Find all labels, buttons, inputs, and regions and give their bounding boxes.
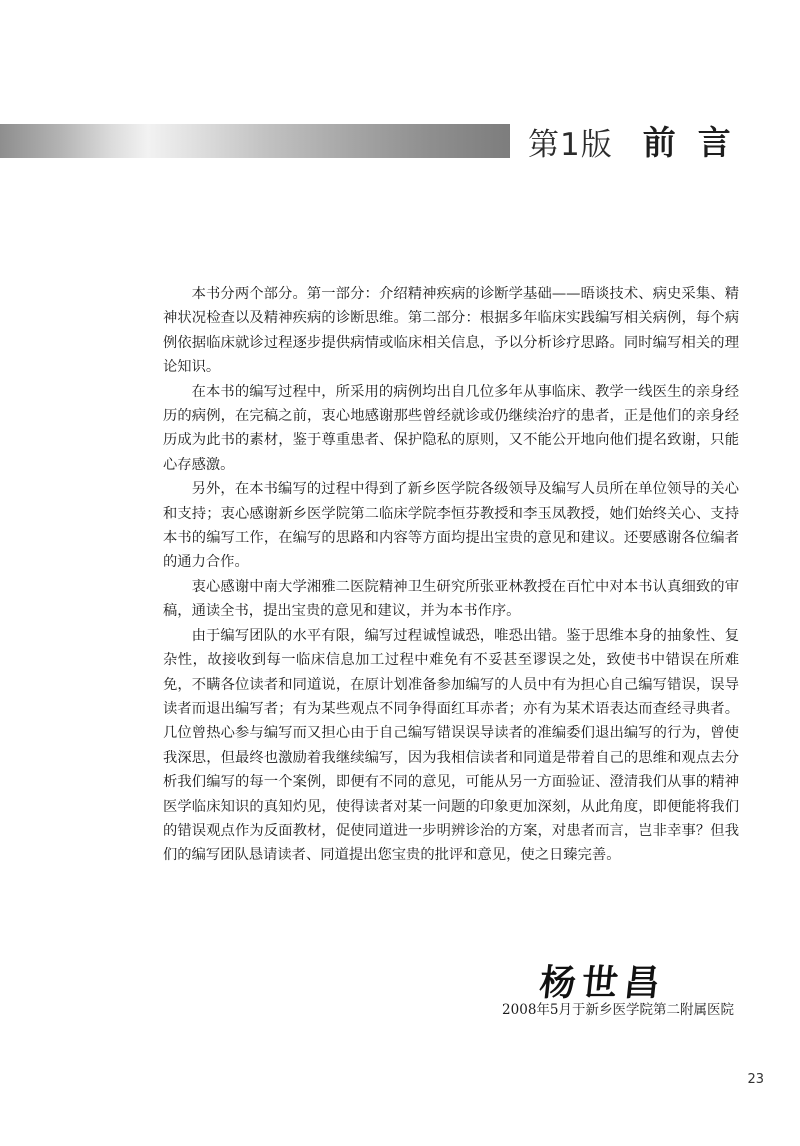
paragraph-4: 衷心感谢中南大学湘雅二医院精神卫生研究所张亚林教授在百忙中对本书认真细致的审稿，通读全书，提出宝贵的意见和建议，并为本书作序。 — [163, 578, 739, 620]
paragraph-3: 另外，在本书编写的过程中得到了新乡医学院各级领导及编写人员所在单位领导的关心和支持；衷心感谢新乡医学院第二临床学院李恒芬教授和李玉凤教授，她们始终关心、支持本书的编写工作，在编写的思路和内容等方面均提出宝贵的意见和建议。还要感谢各位编者的通力合作。 — [163, 481, 739, 571]
page-number: 23 — [747, 1072, 764, 1087]
header-gradient-band — [0, 124, 510, 158]
paragraph-2: 在本书的编写过程中，所采用的病例均出自几位多年从事临床、教学一线医生的亲身经历的病例，在完稿之前，衷心地感谢那些曾经就诊或仍继续治疗的患者，正是他们的亲身经历成为此书的素材，鉴于尊重患者、保护隐私的原则，又不能公开地向他们提名致谢，只能心存感激。 — [163, 383, 739, 473]
signature-date-line: 2008年5月于新乡医学院第二附属医院 — [502, 1002, 734, 1018]
author-signature: 杨世昌 — [537, 962, 668, 1004]
preface-title: 前言 — [642, 123, 753, 162]
paragraph-1: 本书分两个部分。第一部分：介绍精神疾病的诊断学基础——晤谈技术、病史采集、精神状况检查以及精神疾病的诊断思维。第二部分：根据多年临床实践编写相关病例，每个病例依据临床就诊过程逐步提供病情或临床相关信息，予以分析诊疗思路。同时编写相关的理论知识。 — [163, 286, 739, 376]
edition-label: 第1版 — [528, 127, 613, 163]
paragraph-5: 由于编写团队的水平有限，编写过程诚惶诚恐，唯恐出错。鉴于思维本身的抽象性、复杂性，故接收到每一临床信息加工过程中难免有不妥甚至谬误之处，致使书中错误在所难免，不瞒各位读者和同道说，在原计划准备参加编写的人员中有为担心自己编写错误，误导读者而退出编写者；有为某些观点不同争得面红耳赤者；亦有为某术语表达而查经寻典者。几位曾热心参与编写而又担心由于自己编写错误误导读者的准编委们退出编写的行为，曾使我深思，但最终也激励着我继续编写，因为我相信读者和同道是带着自己的思维和观点去分析我们编写的每一个案例，即便有不同的意见，可能从另一方面验证、澄清我们从事的精神医学临床知识的真知灼见，使得读者对某一问题的印象更加深刻，从此角度，即便能将我们的错误观点作为反面教材，促使同道进一步明辨诊治的方案，对患者而言，岂非幸事？但我们的编写团队恳请读者、同道提出您宝贵的批评和意见，使之日臻完善。 — [163, 627, 739, 864]
page-title — [528, 118, 753, 164]
preface-body — [163, 282, 739, 868]
